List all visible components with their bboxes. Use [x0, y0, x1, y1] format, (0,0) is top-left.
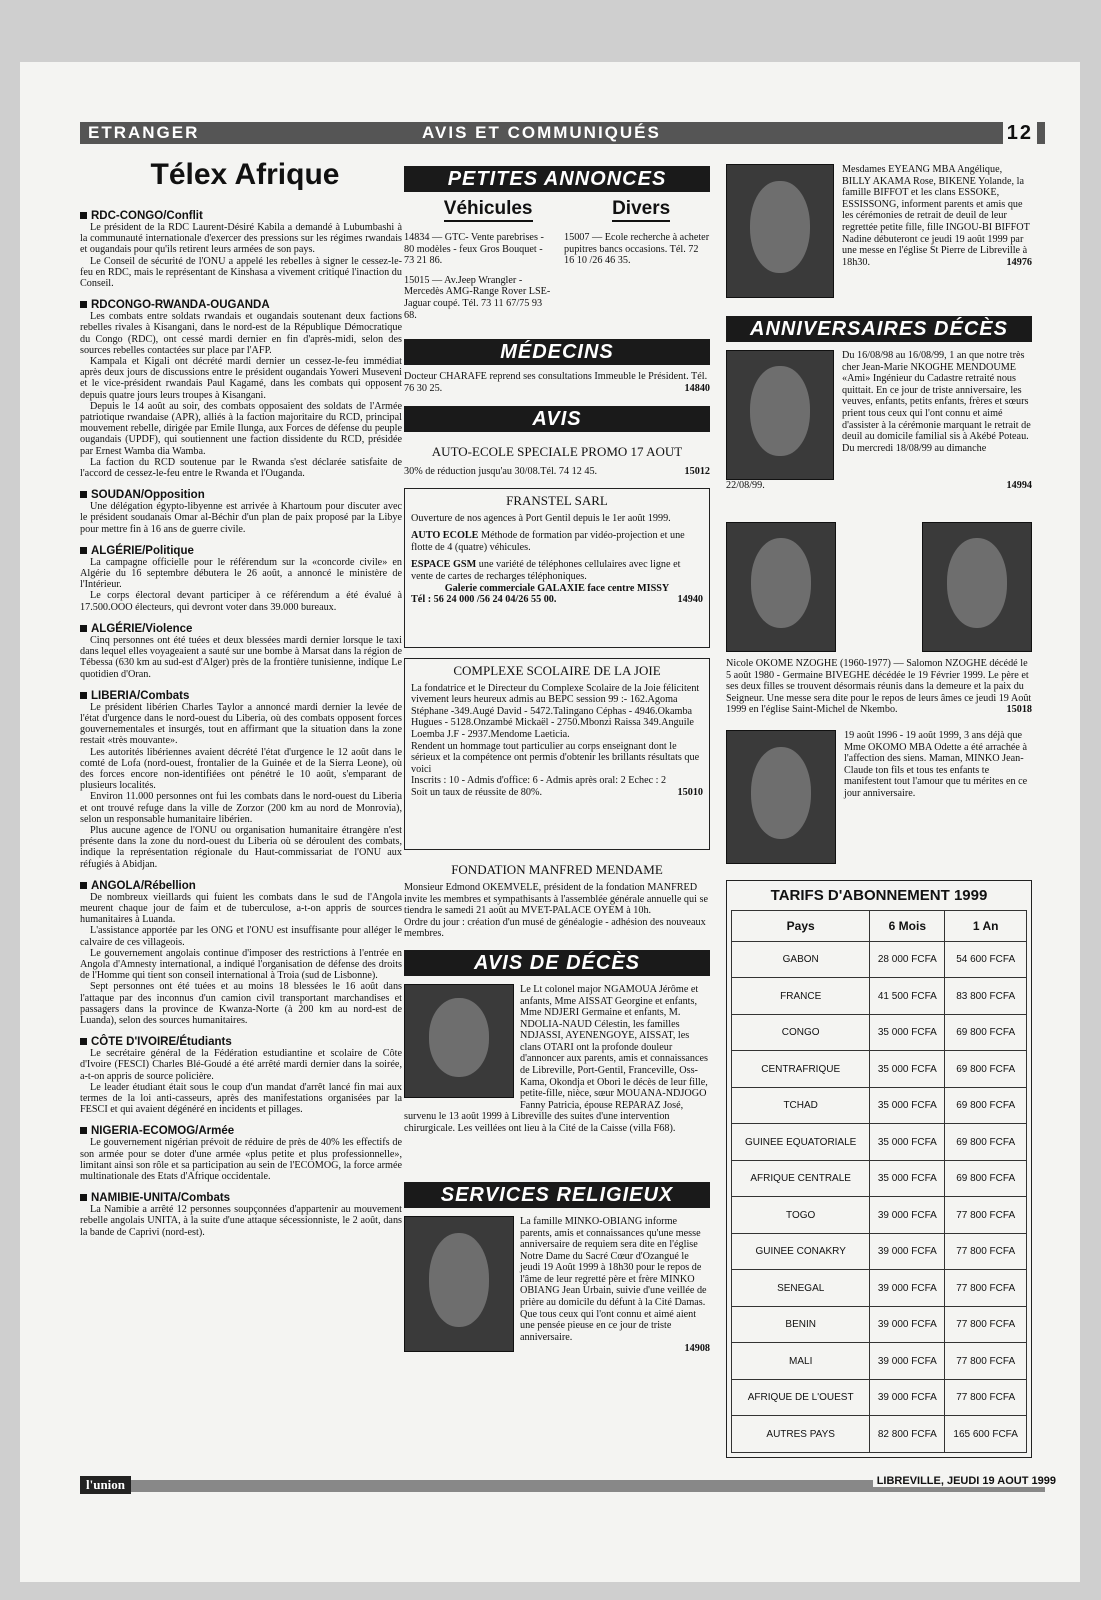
joie-title: COMPLEXE SCOLAIRE DE LA JOIE — [453, 662, 661, 678]
ad-ref: 15010 — [677, 786, 703, 798]
telex-paragraph: Une délégation égypto-libyenne est arrivée à Khartoum pour discuter avec le président soudanais Omar al-Béchir d'un plan de paix proposé par la Libye pour mettre fin à 16 ans de guerre civile. — [80, 501, 402, 535]
services-text2: Que tous ceux qui l'ont connu et aimé aient une pensée pieuse en ce jour de triste anniversaire. — [520, 1308, 697, 1343]
telex-column — [80, 200, 402, 1470]
bullet-square-icon — [80, 1038, 87, 1045]
classified-ad: 14834 — GTC- Vente parebrises - 80 modèles - feux Gros Bouquet - 73 21 86. — [404, 232, 544, 267]
vehicules-heading: Véhicules — [444, 198, 533, 222]
services-text: La famille MINKO-OBIANG informe parents, amis et connaissances qu'une messe anniversaire de requiem sera dite en l'église Notre Dame du Sacré Cœur d'Ozangué le jeudi 19 Août 1999 à 18h30 pour le repos de l'âme de leur regretté père et frère MINKO OBIANG Jean Urbain, suivie d'une veillée de prière au domicile du défunt à la Cité Damas. — [520, 1215, 707, 1309]
telex-item — [80, 545, 402, 613]
franstel-p4: Galerie commerciale GALAXIE face centre MISSY — [444, 582, 670, 594]
right-column — [726, 164, 1032, 1458]
anniversaires-title: ANNIVERSAIRES DÉCÈS — [726, 316, 1032, 342]
deces-text: Le Lt colonel major NGAMOUA Jérôme et anfants, Mme AISSAT Georgine et enfants, Mme NDJERI Germaine et enfants, M. NDOLIA-NAUD Célestin, les familles NDJASSI, AYENENGOYE, AISSAT, les clans OTARI ont la profonde douleur d'annoncer aux parents, amis et connaissances de Libreville, Port-Gentil, Franceville, Oss-Kama, Okondja et Obori le décès de leur fille, petite-fille, nièce, sœur MOUANA-NDJOGO Fanny Patricia, épouse REPARAZ José, survenu le 13 août 1999 à Libreville des suites d'une intervention chirurgicale. Les veillées ont lieu à la Cité de la Caisse (villa F68). — [404, 983, 708, 1135]
table-cell: 83 800 FCFA — [945, 978, 1027, 1015]
telex-item — [80, 299, 402, 479]
table-cell: FRANCE — [732, 978, 870, 1015]
table-header-row — [732, 910, 1027, 941]
telex-paragraph: Depuis le 14 août au soir, des combats opposaient des soldats de l'Armée patriotique rwandaise (APR), alliés à la faction majoritaire du RCD, principal mouvement rebelle, dirigée par Emile Ilunga, aux Forces de défense du peuple ougandais (UPDF), qui soutiennent une faction dissidente du RCD, présidée par Ernest Wamba dia Wamba. — [80, 400, 402, 457]
telex-paragraph: La faction du RCD soutenue par le Rwanda s'est déclarée satisfaite de l'accord de cessez-le-feu entre le Rwanda et l'Ouganda. — [80, 456, 402, 480]
manfred-p2: Ordre du jour : création d'un musé de généalogie - adhésion des nouveaux membres. — [404, 916, 706, 940]
table-row — [732, 1124, 1027, 1161]
table-cell: 35 000 FCFA — [870, 1160, 945, 1197]
table-row — [732, 1379, 1027, 1416]
bullet-square-icon — [80, 301, 87, 308]
telex-title: Télex Afrique — [150, 158, 340, 191]
ad-ref: 14976 — [1006, 256, 1032, 268]
bullet-square-icon — [80, 212, 87, 219]
telex-heading — [80, 1125, 402, 1137]
classified-ad: 15015 — Av.Jeep Wrangler - Mercedès AMG-Range Rover LSE-Jaguar coupé. Tél. 73 11 67/75 93 68. — [404, 274, 551, 321]
table-cell: 39 000 FCFA — [870, 1379, 945, 1416]
anniversaire-photos — [726, 522, 1032, 652]
telex-heading-text: NAMIBIE-UNITA/Combats — [91, 1192, 231, 1205]
telex-item — [80, 489, 402, 535]
top-right-text: Mesdames EYEANG MBA Angélique, BILLY AKAMA Rose, BIKENE Yolande, la famille BIFFOT et les clans ESSOKE, ESSISSONG, informent parents et amis que les cérémonies de retrait de deuil de leur regrettée petite fille, fille INGOU-BI BIFFOT Nadine débuteront ce jeudi 19 août 1999 par une messe en l'église St Pierre de Libreville à 18h30. — [842, 164, 1030, 268]
table-cell: 69 800 FCFA — [945, 1014, 1027, 1051]
telex-heading — [80, 623, 402, 635]
joie-p1: La fondatrice et le Directeur du Complexe Scolaire de la Joie félicitent vivement leurs heureux admis au BEPC session 99 :- 162.Agoma Stéphane -349.Augé David - 5472.Talingano Céphas - 4946.Okamba Hugues - 5128.Onzambé Mickaël - 2750.Mbonzi Raissa 349.Anguile Loemba J.F - 2937.Mendome Laeticia. — [411, 682, 700, 740]
telex-heading-text: ANGOLA/Rébellion — [91, 879, 196, 892]
table-cell: 35 000 FCFA — [870, 1051, 945, 1088]
services-notice — [404, 1216, 710, 1355]
bullet-square-icon — [80, 491, 87, 498]
auto-ecole-text: 30% de réduction jusqu'au 30/08.Tél. 74 12 45. — [404, 466, 598, 478]
telex-heading — [80, 880, 402, 892]
telex-heading-text: NIGERIA-ECOMOG/Armée — [91, 1125, 235, 1138]
franstel-title: FRANSTEL SARL — [506, 492, 608, 508]
medecins-notice — [404, 371, 710, 394]
deces-title: AVIS DE DÉCÈS — [404, 950, 710, 976]
table-cell: AFRIQUE DE L'OUEST — [732, 1379, 870, 1416]
telex-heading — [80, 1036, 402, 1048]
table-row — [732, 1197, 1027, 1234]
telex-heading — [80, 210, 402, 222]
auto-ecole-notice — [404, 466, 710, 478]
franstel-p2: Méthode de formation par vidéo-projection et une flotte de 4 (quatre) véhicules. — [411, 530, 685, 553]
top-right-notice — [726, 164, 1032, 298]
joie-box — [404, 658, 710, 850]
telex-paragraph: Les autorités libériennes avaient décrété l'état d'urgence le 12 août dans le comté de Lofa (nord-ouest, frontalier de la Guinée et de la Sierra Leone), où des forces encore non-identifiées ont pénétré le 10 août, s'emparant de plusieurs localités. — [80, 746, 402, 792]
bullet-square-icon — [80, 547, 87, 554]
ad-ref: 14994 — [1006, 480, 1032, 491]
table-row — [732, 1416, 1027, 1453]
table-cell: 77 800 FCFA — [945, 1197, 1027, 1234]
telex-item — [80, 880, 402, 1026]
ad-ref: 15012 — [684, 466, 710, 478]
deceased-photo — [726, 522, 836, 652]
telex-paragraph: Kampala et Kigali ont décrété mardi dernier un cessez-le-feu immédiat après deux jours de discussions entre le président ougandais Yoweri Museveni et le vice-président rwandais Paul Kagamé, dans les combats qui opposent depuis quatre jours leurs troupes à Kisangani. — [80, 356, 402, 401]
telex-paragraph: Le corps électoral devant participer à ce référendum a été évalué à 17.500.OOO électeurs, qui devront voter dans 39.000 bureaux. — [80, 590, 402, 613]
table-cell: 39 000 FCFA — [870, 1233, 945, 1270]
deces-notice — [404, 984, 710, 1174]
column-header: 1 An — [945, 910, 1027, 941]
telex-item — [80, 623, 402, 680]
table-cell: GUINEE CONAKRY — [732, 1233, 870, 1270]
anniversaire-notice-3 — [726, 730, 1032, 870]
anniversaire-text-2: Nicole OKOME NZOGHE (1960-1977) — Salomon NZOGHE décédé le 5 août 1980 - Germaine BIVEGHE décédée le 19 Février 1999. Le père et ses deux filles se trouvent désormais réunis dans la demeure et la paix du Seigneur. Une messe sera dite pour le repos de leurs âmes ce jeudi 19 Août 1999 en l'église Saint-Michel de Nkembo. — [726, 658, 1032, 716]
franstel-p1: Ouverture de nos agences à Port Gentil depuis le 1er août 1999. — [411, 512, 671, 524]
franstel-box — [404, 488, 710, 648]
franstel-p2-head: AUTO ECOLE — [411, 530, 479, 542]
table-cell: 77 800 FCFA — [945, 1379, 1027, 1416]
bullet-square-icon — [80, 625, 87, 632]
joie-p3: Inscrits : 10 - Admis d'office: 6 - Admis après oral: 2 Echec : 2 — [411, 775, 667, 787]
table-row — [732, 1270, 1027, 1307]
telex-item — [80, 690, 402, 870]
issue-date: LIBREVILLE, JEUDI 19 AOUT 1999 — [873, 1475, 1060, 1487]
anniversaire-notice-2 — [726, 658, 1032, 716]
telex-paragraph: Sept personnes ont été tuées et au moins 18 blessées le 16 août dans l'attaque par des inconnus d'un camion civil transportant marchandises et passagers dans la province de Kwanza-Norte (à 200 km au nord-est de Luanda), selon des sources humanitaires. — [80, 981, 402, 1026]
telex-item — [80, 1192, 402, 1238]
table-cell: 69 800 FCFA — [945, 1051, 1027, 1088]
tarifs-table — [731, 910, 1027, 1453]
table-cell: 41 500 FCFA — [870, 978, 945, 1015]
table-cell: 39 000 FCFA — [870, 1197, 945, 1234]
section-label: AVIS ET COMMUNIQUÉS — [422, 123, 661, 142]
classified-ad: 15007 — Ecole recherche à acheter pupitres bancs occasions. Tél. 72 16 10 /26 46 35. — [564, 232, 710, 267]
telex-heading-text: LIBERIA/Combats — [91, 689, 190, 702]
bullet-square-icon — [80, 692, 87, 699]
table-cell: 77 800 FCFA — [945, 1233, 1027, 1270]
telex-paragraph: La Namibie a arrêté 12 personnes soupçonnées d'appartenir au mouvement rebelle angolais UNITA, à la suite d'une attaque sécessionniste, le 2 août, dans la bande de Caprivi (nord-est). — [80, 1204, 402, 1238]
telex-heading — [80, 299, 402, 311]
tarifs-box — [726, 880, 1032, 1458]
anniversaire-text-1: Du 16/08/98 au 16/08/99, 1 an que notre très cher Jean-Marie NKOGHE MENDOUME «Ami» Ingénieur du Cadastre retraité nous quittait. En ce jour de triste anniversaire, les veuves, enfants, petits enfants, frères et sœurs prient tous ceux qui l'ont connu et aimé d'assister à la cérémonie marquant le retrait de deuil au domicile familial sis à Akébé Poteau. Du mercredi 18/08/99 au dimanche — [842, 350, 1031, 454]
divers-heading: Divers — [612, 198, 670, 222]
telex-heading-text: RDCONGO-RWANDA-OUGANDA — [91, 299, 270, 312]
table-row — [732, 978, 1027, 1015]
deceased-photo — [404, 984, 514, 1098]
avis-title: AVIS — [404, 406, 710, 432]
telex-paragraph: Le gouvernement nigérian prévoit de réduire de près de 40% les effectifs de son armée pour se doter d'une armée «plus petite et plus professionnelle», limitant ainsi son rôle et sa participation au sein de l'ECOMOG, la force armée multinationale des Etats d'Afrique occidentale. — [80, 1137, 402, 1183]
joie-p2: Rendent un hommage tout particulier au corps enseignant dont le sérieux et la compétence ont permis d'obtenir les brillants résultats que voici — [411, 740, 700, 775]
page-number: 12 — [1003, 122, 1037, 144]
telex-paragraph: Les combats entre soldats rwandais et ougandais soutenant deux factions rebelles rivales à Kisangani, dans le nord-est de la République Démocratique du Congo (RDC), ont cessé mardi dernier en fin d'après-midi, selon des sources rebelles contactées sur place par l'AFP. — [80, 311, 402, 356]
telex-paragraph: De nombreux vieillards qui fuient les combats dans le sud de l'Angola meurent chaque jour de faim et de tuberculose, a-t-on appris de sources humanitaires à Luanda. — [80, 891, 402, 926]
ad-ref: 14940 — [677, 594, 703, 606]
bullet-square-icon — [80, 882, 87, 889]
middle-column — [404, 166, 710, 1356]
deceased-photo — [726, 730, 836, 864]
anniversaire-text-3: 19 août 1996 - 19 août 1999, 3 ans déjà que Mme OKOMO MBA Odette a été arrachée à l'affection des siens. Maman, MINKO Jean-Claude ton fils et tous tes enfants te manifestent tout l'amour que tu mérites en ce jour anniversaire. — [844, 729, 1028, 799]
telex-paragraph: Le Conseil de sécurité de l'ONU a appelé les rebelles à signer le cessez-le-feu en RDC, mais le représentant de Kinshasa a vivement critiqué l'inaction du Conseil. — [80, 255, 402, 290]
telex-paragraph: Le gouvernement angolais continue d'imposer des restrictions à l'entrée en Angola d'Amnesty international, a indiqué l'organisation de défense des droits de l'Homme qui tient son conseil international à Troia (sud de Lisbonne). — [80, 947, 402, 982]
section-bar-etranger — [80, 122, 410, 144]
table-cell: 165 600 FCFA — [945, 1416, 1027, 1453]
table-cell: AFRIQUE CENTRALE — [732, 1160, 870, 1197]
franstel-tel: Tél : 56 24 000 /56 24 04/26 55 00. — [411, 594, 557, 606]
table-cell: 39 000 FCFA — [870, 1306, 945, 1343]
medecins-text: Docteur CHARAFE reprend ses consultations Immeuble le Président. Tél. 76 30 25. — [404, 371, 708, 394]
table-cell: TOGO — [732, 1197, 870, 1234]
table-cell: BENIN — [732, 1306, 870, 1343]
table-cell: GABON — [732, 941, 870, 978]
telex-paragraph: Cinq personnes ont été tuées et deux blessées mardi dernier lorsque le taxi dans lequel elles voyageaient a sauté sur une bombe à Marsat dans la région de Tébessa (630 km au sud-est d'Alger) près de la frontière tunisienne, indique Le quotidien d'Oran. — [80, 634, 402, 680]
bullet-square-icon — [80, 1194, 87, 1201]
table-cell: 28 000 FCFA — [870, 941, 945, 978]
table-row — [732, 1160, 1027, 1197]
franstel-p3-head: ESPACE GSM — [411, 559, 477, 571]
section-label: ETRANGER — [88, 123, 200, 142]
deceased-photo — [922, 522, 1032, 652]
table-cell: 69 800 FCFA — [945, 1160, 1027, 1197]
bullet-square-icon — [80, 1127, 87, 1134]
deceased-photo — [404, 1216, 514, 1352]
telex-heading — [80, 1192, 402, 1204]
telex-heading-text: ALGÉRIE/Politique — [91, 544, 194, 557]
deceased-photo — [726, 164, 834, 298]
table-cell: SENEGAL — [732, 1270, 870, 1307]
franstel-p3: une variété de téléphones cellulaires avec ligne et vente de cartes de recharges téléphoniques. — [411, 559, 681, 582]
table-row — [732, 1306, 1027, 1343]
tarifs-title: TARIFS D'ABONNEMENT 1999 — [770, 886, 988, 904]
telex-paragraph: Le président libérien Charles Taylor a annoncé mardi dernier la levée de l'état d'urgence dans le nord-ouest du Liberia, où des combats opposent forces gouvernementales et insurgés, tout en affirmant que la situation dans la zone restait «très mouvante». — [80, 701, 402, 747]
table-row — [732, 941, 1027, 978]
telex-heading — [80, 489, 402, 501]
telex-item — [80, 1036, 402, 1115]
table-cell: 82 800 FCFA — [870, 1416, 945, 1453]
telex-item — [80, 210, 402, 289]
table-cell: MALI — [732, 1343, 870, 1380]
telex-paragraph: Plus aucune agence de l'ONU ou organisation humanitaire étrangère n'est présente dans la zone du nord-ouest du Liberia où se déroulent des combats, indique la représentation régionale du Haut-commissariat de l'ONU aux réfugiés à Abidjan. — [80, 824, 402, 870]
services-title: SERVICES RELIGIEUX — [404, 1182, 710, 1208]
table-cell: 35 000 FCFA — [870, 1014, 945, 1051]
telex-paragraph: L'assistance apportée par les ONG et l'ONU est insuffisante pour alléger le calvaire de ces villageois. — [80, 925, 402, 948]
telex-heading — [80, 690, 402, 702]
table-row — [732, 1051, 1027, 1088]
telex-heading-text: CÔTE D'IVOIRE/Étudiants — [91, 1036, 232, 1049]
table-cell: 77 800 FCFA — [945, 1270, 1027, 1307]
newspaper-logo: l'union — [80, 1476, 131, 1494]
table-cell: 69 800 FCFA — [945, 1124, 1027, 1161]
petites-annonces-title: PETITES ANNONCES — [404, 166, 710, 192]
table-cell: 77 800 FCFA — [945, 1306, 1027, 1343]
medecins-title: MÉDECINS — [404, 339, 710, 365]
table-row — [732, 1087, 1027, 1124]
column-header: Pays — [732, 910, 870, 941]
telex-paragraph: Le président de la RDC Laurent-Désiré Kabila a demandé à Lubumbashi à la communauté internationale d'exercer des pressions sur les régimes rwandais et ougandais pour qu'ils retirent leurs armées de son pays. — [80, 222, 402, 256]
column-header: 6 Mois — [870, 910, 945, 941]
table-cell: CENTRAFRIQUE — [732, 1051, 870, 1088]
table-cell: CONGO — [732, 1014, 870, 1051]
manfred-p1: Monsieur Edmond OKEMVELE, président de la fondation MANFRED invite les membres et sympathisants à l'assemblée générale annuelle qui se tiendra le samedi 21 août au MVET-PALACE OYEM à 10h. — [404, 881, 708, 917]
table-row — [732, 1343, 1027, 1380]
table-cell: TCHAD — [732, 1087, 870, 1124]
table-cell: 39 000 FCFA — [870, 1270, 945, 1307]
table-cell: 35 000 FCFA — [870, 1087, 945, 1124]
telex-heading-text: SOUDAN/Opposition — [91, 489, 205, 502]
anniversaire-date-1: 22/08/99. — [726, 480, 765, 491]
telex-heading — [80, 545, 402, 557]
telex-paragraph: Environ 11.000 personnes ont fui les combats dans le nord-ouest du Liberia et ont trouvé refuge dans la ville de Zorzor (200 km au nord de Monrovia), selon un responsable humanitaire libérien. — [80, 791, 402, 825]
ad-ref: 15018 — [1006, 704, 1032, 716]
table-cell: GUINEE EQUATORIALE — [732, 1124, 870, 1161]
anniversaire-notice-1 — [726, 350, 1032, 500]
table-cell: 35 000 FCFA — [870, 1124, 945, 1161]
ad-ref: 14840 — [684, 382, 710, 394]
ad-ref: 14908 — [684, 1343, 710, 1355]
telex-paragraph: Le secrétaire général de la Fédération estudiantine et scolaire de Côte d'Ivoire (FESCI) Charles Blé-Goudé a été arrêté mardi dernier dans la soirée, a-t-on appris de source policière. — [80, 1048, 402, 1082]
telex-item — [80, 1125, 402, 1182]
manfred-title: FONDATION MANFRED MENDAME — [451, 861, 663, 877]
joie-p4: Soit un taux de réussite de 80%. — [411, 786, 542, 798]
table-row — [732, 1233, 1027, 1270]
table-cell: 54 600 FCFA — [945, 941, 1027, 978]
deceased-photo — [726, 350, 834, 480]
telex-paragraph: La campagne officielle pour le référendum sur la «concorde civile» en Algérie du 16 septembre débutera le 26 août, a annoncé le ministère de l'Intérieur. — [80, 556, 402, 591]
table-cell: 77 800 FCFA — [945, 1343, 1027, 1380]
table-cell: 69 800 FCFA — [945, 1087, 1027, 1124]
telex-paragraph: Le leader étudiant était sous le coup d'un mandat d'arrêt lancé fin mai aux termes de la loi anti-casseurs, après des manifestations organisées par la FESCI et qui avaient dégénéré en incidents et pillages. — [80, 1081, 402, 1116]
telex-heading-text: RDC-CONGO/Conflit — [91, 210, 203, 222]
table-row — [732, 1014, 1027, 1051]
table-cell: 39 000 FCFA — [870, 1343, 945, 1380]
telex-heading-text: ALGÉRIE/Violence — [91, 622, 193, 635]
section-bar-avis — [410, 122, 1045, 144]
newspaper-page — [20, 62, 1080, 1582]
auto-ecole-title: AUTO-ECOLE SPECIALE PROMO 17 AOUT — [431, 444, 683, 460]
table-cell: AUTRES PAYS — [732, 1416, 870, 1453]
